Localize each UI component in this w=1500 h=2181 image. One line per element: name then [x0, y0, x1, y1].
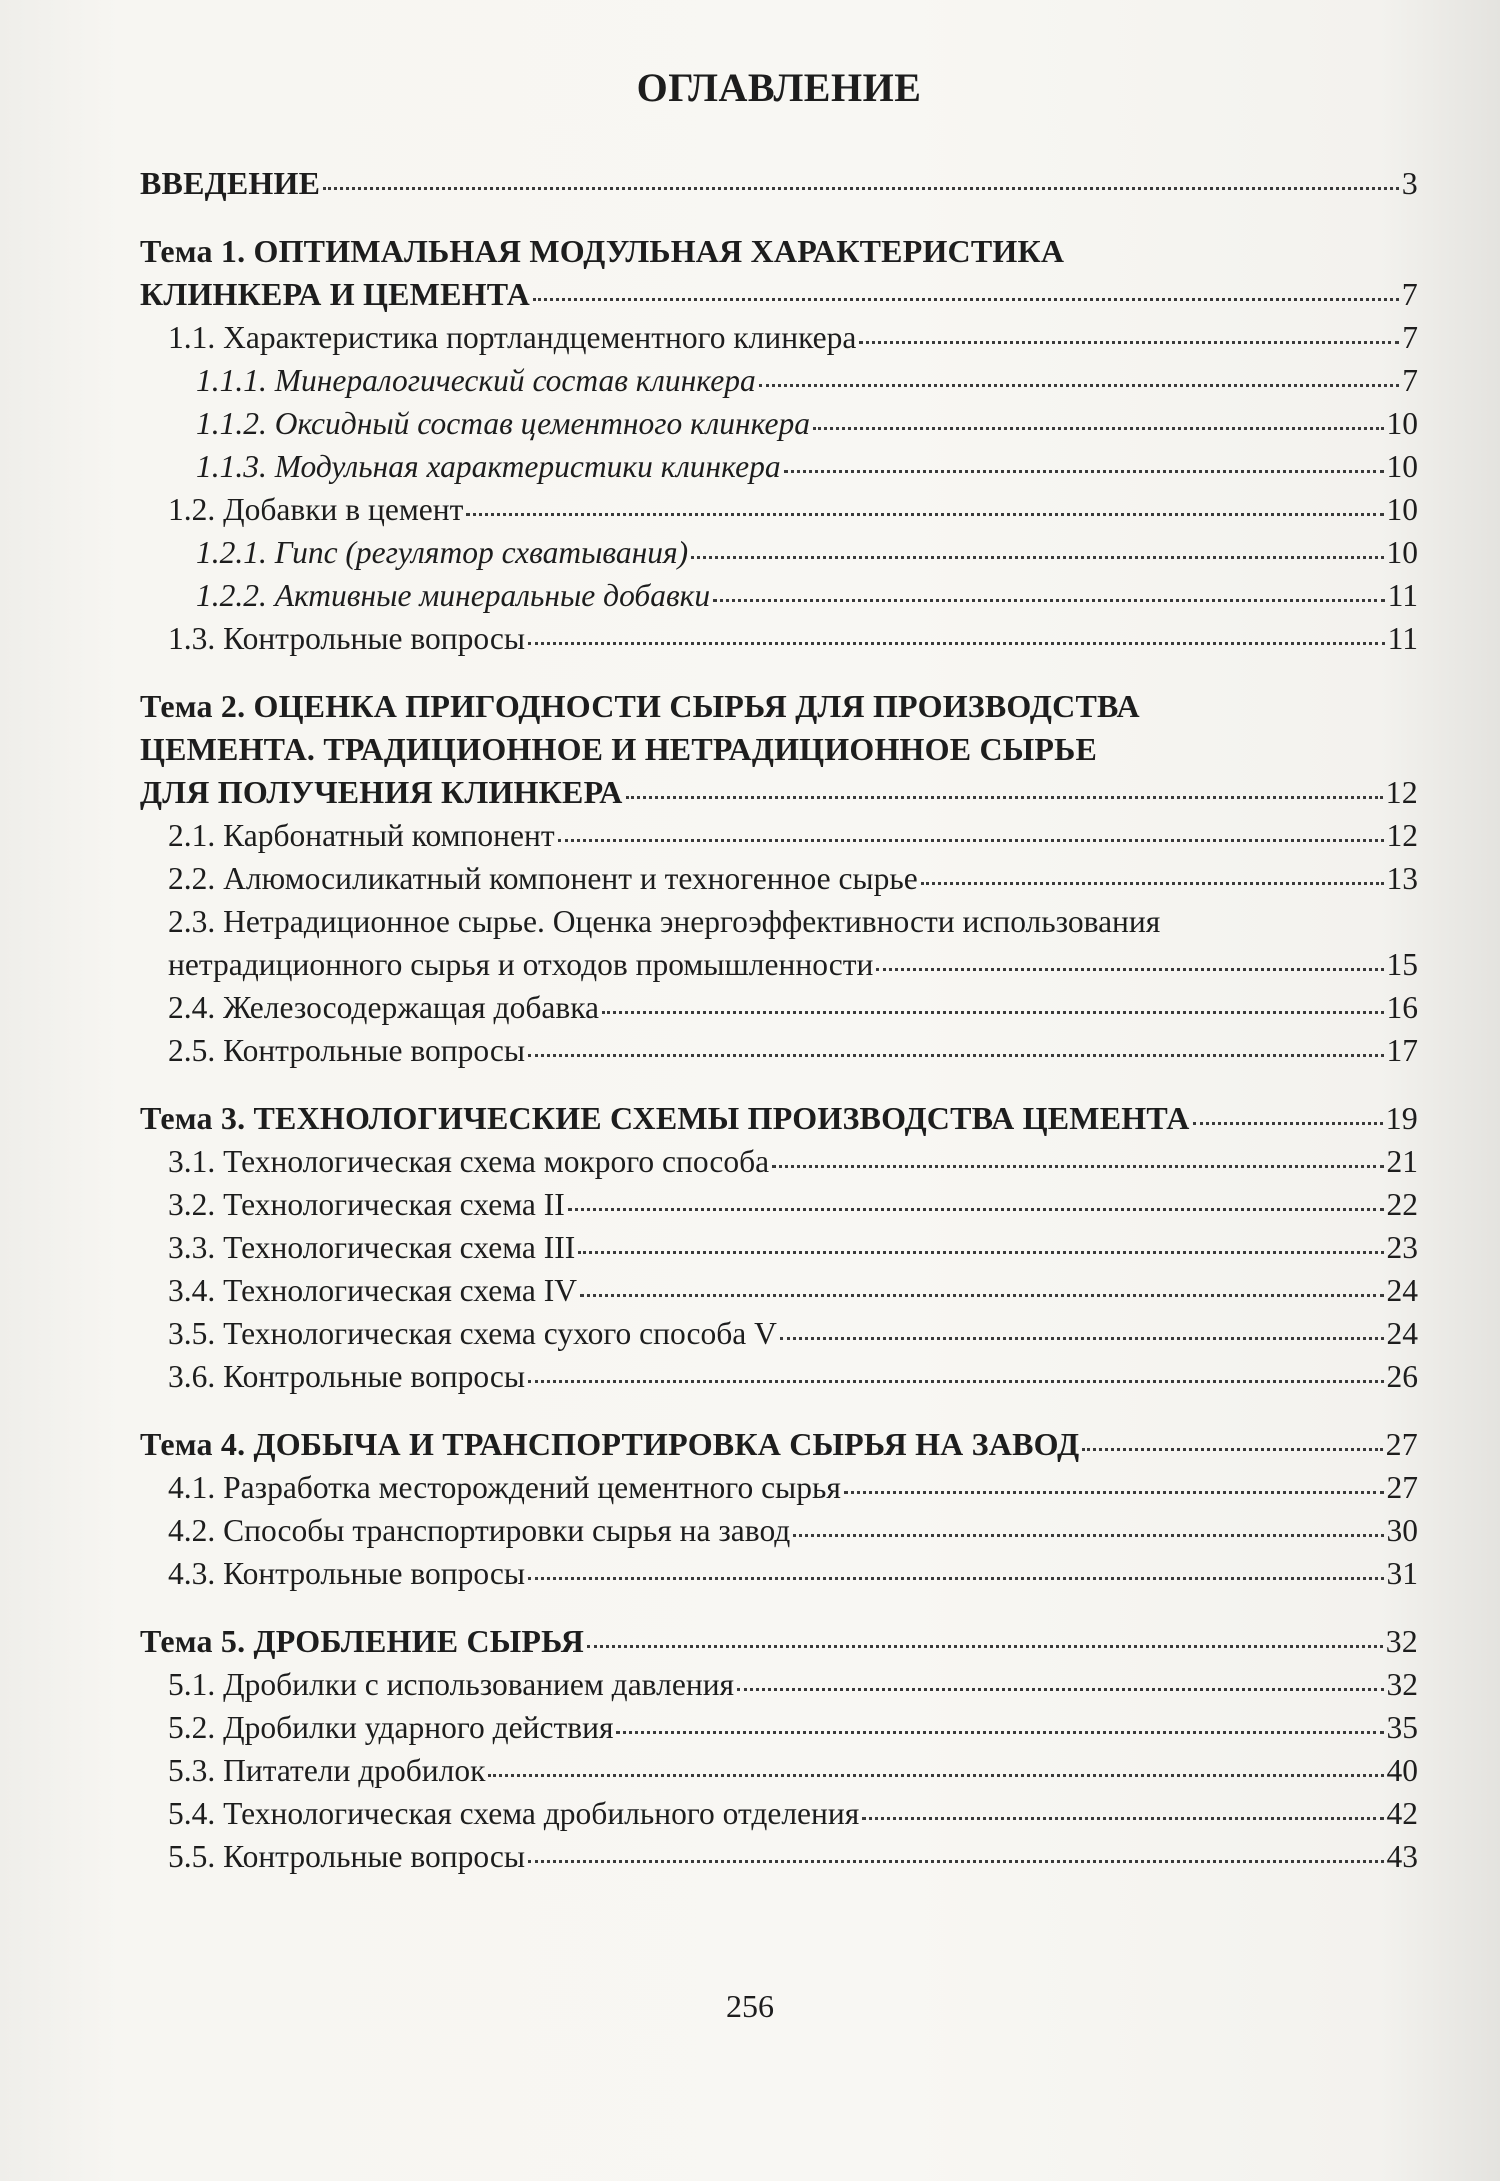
- toc-entry[interactable]: [140, 943, 1418, 986]
- toc-page-number: 7: [1402, 363, 1418, 398]
- toc-entry[interactable]: [140, 1749, 1418, 1792]
- toc-page-number: 22: [1386, 1187, 1418, 1222]
- toc-page-number: 7: [1402, 320, 1418, 355]
- dot-leader: [793, 1534, 1383, 1537]
- dot-leader: [528, 642, 1385, 645]
- toc-page-number: 40: [1386, 1753, 1418, 1788]
- toc-entry-label: 2.4. Железосодержащая добавка: [168, 990, 600, 1025]
- toc-page-number: 10: [1386, 406, 1418, 441]
- toc-page-number: 13: [1386, 861, 1418, 896]
- toc-subentry[interactable]: [140, 402, 1418, 445]
- toc-entry[interactable]: [140, 1355, 1418, 1398]
- toc-entry-line: 2.3. Нетрадиционное сырье. Оценка энергоэффективности использования: [168, 904, 1161, 939]
- dot-leader: [568, 1208, 1384, 1211]
- toc-page-number: 21: [1386, 1144, 1418, 1179]
- toc-entry-label: 3.2. Технологическая схема II: [168, 1187, 565, 1222]
- toc-page-number: 3: [1401, 165, 1418, 201]
- toc-page-number: 43: [1386, 1839, 1418, 1874]
- toc-entry-label: 5.4. Технологическая схема дробильного отделения: [168, 1796, 860, 1831]
- toc-entry[interactable]: [140, 1509, 1418, 1552]
- page-title: ОГЛАВЛЕНИЕ: [636, 65, 922, 110]
- topic-heading-line: Тема 3. ТЕХНОЛОГИЧЕСКИЕ СХЕМЫ ПРОИЗВОДСТВА ЦЕМЕНТА: [140, 1100, 1190, 1136]
- toc-entry-label: 1.1.3. Модульная характеристики клинкера: [196, 449, 781, 484]
- topic-heading-line: Тема 5. ДРОБЛЕНИЕ СЫРЬЯ: [140, 1623, 585, 1659]
- toc-page-number: 32: [1386, 1667, 1418, 1702]
- toc-subentry[interactable]: [140, 359, 1418, 402]
- dot-leader: [528, 1860, 1383, 1863]
- toc-topic-2: [140, 685, 1418, 1072]
- toc-page-number: 27: [1385, 1426, 1418, 1462]
- toc-entry-label: 1.2.2. Активные минеральные добавки: [196, 578, 711, 613]
- dot-leader: [859, 341, 1399, 344]
- topic-heading[interactable]: [140, 1097, 1418, 1140]
- toc-entry[interactable]: [140, 1552, 1418, 1595]
- toc-entry[interactable]: [140, 1792, 1418, 1835]
- topic-heading-line: Тема 2. ОЦЕНКА ПРИГОДНОСТИ СЫРЬЯ ДЛЯ ПРОИЗВОДСТВА: [140, 688, 1140, 724]
- dot-leader: [616, 1731, 1383, 1734]
- toc-entry-label: 3.1. Технологическая схема мокрого способа: [168, 1144, 770, 1179]
- toc-page-number: 27: [1386, 1470, 1418, 1505]
- dot-leader: [1193, 1122, 1383, 1125]
- toc-entry-label: 1.1.1. Минералогический состав клинкера: [196, 363, 756, 398]
- toc-entry-label: 3.6. Контрольные вопросы: [168, 1359, 526, 1394]
- toc-page-number: 19: [1385, 1100, 1418, 1136]
- toc-subentry[interactable]: [140, 531, 1418, 574]
- toc-entry[interactable]: [140, 1706, 1418, 1749]
- dot-leader: [602, 1011, 1383, 1014]
- toc-entry[interactable]: [140, 1226, 1418, 1269]
- toc-page-number: 17: [1386, 1033, 1418, 1068]
- toc-page-number: 10: [1386, 449, 1418, 484]
- dot-leader: [784, 470, 1384, 473]
- dot-leader: [813, 427, 1383, 430]
- toc-entry-label: ВВЕДЕНИЕ: [140, 165, 321, 201]
- dot-leader: [737, 1688, 1383, 1691]
- dot-leader: [533, 298, 1399, 301]
- toc-page-number: 10: [1386, 535, 1418, 570]
- toc-entry-label: 5.5. Контрольные вопросы: [168, 1839, 526, 1874]
- dot-leader: [862, 1817, 1383, 1820]
- toc-entry-label: нетрадиционного сырья и отходов промышленности: [168, 947, 874, 982]
- toc-entry-label: 1.2.1. Гипс (регулятор схватывания): [196, 535, 689, 570]
- toc-entry-label: 1.3. Контрольные вопросы: [168, 621, 526, 656]
- dot-leader: [780, 1337, 1384, 1340]
- toc-entry-label: 2.1. Карбонатный компонент: [168, 818, 555, 853]
- dot-leader: [844, 1491, 1384, 1494]
- toc-entry-label: 5.3. Питатели дробилок: [168, 1753, 486, 1788]
- toc-page-number: 15: [1386, 947, 1418, 982]
- topic-heading-line: Тема 4. ДОБЫЧА И ТРАНСПОРТИРОВКА СЫРЬЯ НА ЗАВОД: [140, 1426, 1080, 1462]
- toc-page-number: 30: [1386, 1513, 1418, 1548]
- topic-heading-line: КЛИНКЕРА И ЦЕМЕНТА: [140, 276, 530, 312]
- toc-entry[interactable]: [140, 1663, 1418, 1706]
- toc-entry-label: 3.4. Технологическая схема IV: [168, 1273, 578, 1308]
- toc-page-number: 10: [1386, 492, 1418, 527]
- toc-page-number: 24: [1386, 1316, 1418, 1351]
- toc-entry-label: 1.2. Добавки в цемент: [168, 492, 464, 527]
- toc-entry[interactable]: [140, 814, 1418, 857]
- toc-entry[interactable]: [140, 1269, 1418, 1312]
- topic-heading-line: ЦЕМЕНТА. ТРАДИЦИОННОЕ И НЕТРАДИЦИОННОЕ СЫРЬЕ: [140, 731, 1098, 767]
- toc-entry[interactable]: [140, 617, 1418, 660]
- dot-leader: [921, 882, 1384, 885]
- dot-leader: [713, 599, 1384, 602]
- topic-heading-line: Тема 1. ОПТИМАЛЬНАЯ МОДУЛЬНАЯ ХАРАКТЕРИСТИКА: [140, 233, 1065, 269]
- toc-entry[interactable]: [140, 1029, 1418, 1072]
- toc-entry-label: 5.1. Дробилки с использованием давления: [168, 1667, 735, 1702]
- dot-leader: [528, 1380, 1383, 1383]
- dot-leader: [876, 968, 1383, 971]
- topic-heading[interactable]: [140, 1423, 1418, 1466]
- toc-entry[interactable]: [140, 986, 1418, 1029]
- toc-entry-label: 4.3. Контрольные вопросы: [168, 1556, 526, 1591]
- toc-subentry[interactable]: [140, 574, 1418, 617]
- toc-page-number: 24: [1386, 1273, 1418, 1308]
- dot-leader: [488, 1774, 1383, 1777]
- topic-heading[interactable]: [140, 273, 1418, 316]
- dot-leader: [528, 1577, 1383, 1580]
- toc-entry-label: 2.2. Алюмосиликатный компонент и техногенное сырье: [168, 861, 918, 896]
- toc-page-number: 35: [1386, 1710, 1418, 1745]
- dot-leader: [691, 556, 1383, 559]
- dot-leader: [466, 513, 1383, 516]
- toc-entry-label: 2.5. Контрольные вопросы: [168, 1033, 526, 1068]
- toc-entry[interactable]: [140, 316, 1418, 359]
- toc-entry-label: 1.1. Характеристика портландцементного клинкера: [168, 320, 857, 355]
- toc-entry[interactable]: [140, 488, 1418, 531]
- toc-entry[interactable]: [140, 1140, 1418, 1183]
- table-of-contents: [140, 60, 1418, 1903]
- toc-entry-label: 4.1. Разработка месторождений цементного сырья: [168, 1470, 841, 1505]
- dot-leader: [323, 187, 1399, 190]
- topic-heading-line: ДЛЯ ПОЛУЧЕНИЯ КЛИНКЕРА: [140, 774, 623, 810]
- toc-entry-label: 4.2. Способы транспортировки сырья на завод: [168, 1513, 791, 1548]
- toc-page-number: 31: [1386, 1556, 1418, 1591]
- toc-topic-1: [140, 230, 1418, 660]
- toc-page-number: 12: [1385, 774, 1418, 810]
- toc-entry-label: 3.5. Технологическая схема сухого способа V: [168, 1316, 777, 1351]
- toc-entry[interactable]: [140, 1466, 1418, 1509]
- toc-page-number: 11: [1387, 578, 1418, 613]
- topic-heading[interactable]: [140, 1620, 1418, 1663]
- dot-leader: [528, 1054, 1383, 1057]
- toc-page-number: 42: [1386, 1796, 1418, 1831]
- toc-entry[interactable]: [140, 1183, 1418, 1226]
- dot-leader: [759, 384, 1400, 387]
- dot-leader: [1082, 1448, 1382, 1451]
- dot-leader: [558, 839, 1384, 842]
- toc-topic-4: [140, 1423, 1418, 1595]
- dot-leader: [772, 1165, 1383, 1168]
- topic-heading[interactable]: [140, 771, 1418, 814]
- toc-page-number: 26: [1386, 1359, 1418, 1394]
- toc-page-number: 23: [1386, 1230, 1418, 1265]
- toc-subentry[interactable]: [140, 445, 1418, 488]
- toc-page-number: 7: [1401, 276, 1418, 312]
- toc-topic-3: [140, 1097, 1418, 1398]
- toc-entry-label: 1.1.2. Оксидный состав цементного клинкера: [196, 406, 811, 441]
- dot-leader: [626, 796, 1383, 799]
- toc-entry[interactable]: [140, 1835, 1418, 1878]
- dot-leader: [587, 1645, 1383, 1648]
- dot-leader: [580, 1294, 1383, 1297]
- toc-entry[interactable]: [140, 1312, 1418, 1355]
- toc-page-number: 12: [1386, 818, 1418, 853]
- toc-entry[interactable]: [140, 857, 1418, 900]
- dot-leader: [578, 1251, 1383, 1254]
- toc-intro: [140, 162, 1418, 205]
- toc-page-number: 32: [1385, 1623, 1418, 1659]
- toc-page-number: 11: [1387, 621, 1418, 656]
- toc-entry-label: 3.3. Технологическая схема III: [168, 1230, 576, 1265]
- toc-page-number: 16: [1386, 990, 1418, 1025]
- toc-topic-5: [140, 1620, 1418, 1878]
- page-number: 256: [726, 1988, 774, 2024]
- toc-entry-intro[interactable]: [140, 162, 1418, 205]
- toc-entry-label: 5.2. Дробилки ударного действия: [168, 1710, 614, 1745]
